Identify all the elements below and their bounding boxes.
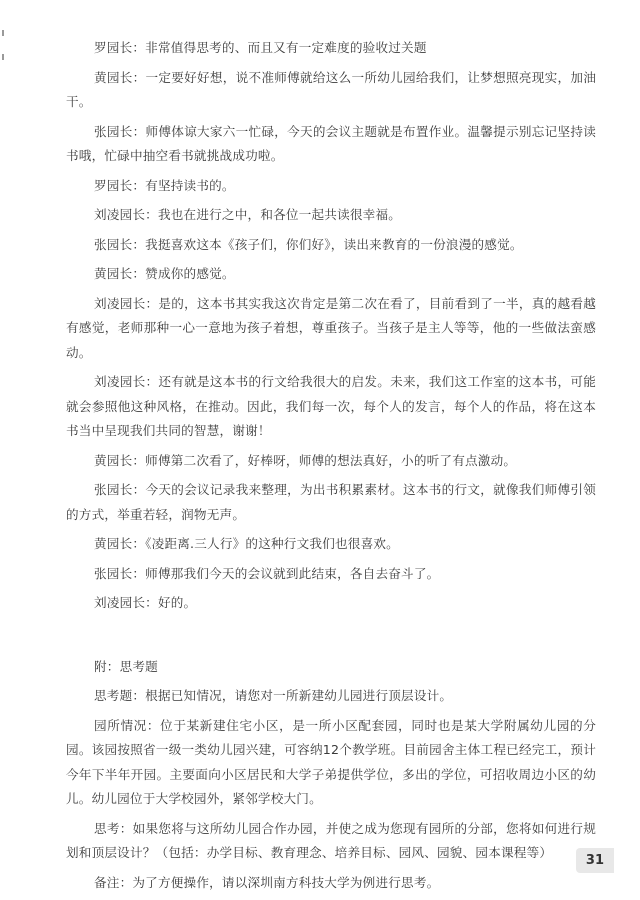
transcript-line: 刘凌园长：好的。 xyxy=(94,595,197,610)
appendix-heading: 附：思考题 xyxy=(94,658,158,674)
section-gap xyxy=(66,621,596,655)
transcript-line: 刘凌园长：还有就是这本书的行文给我很大的启发。未来，我们这工作室的这本书，可能就会参照他这种风格，在推动。因此，我们每一次，每个人的发言，每个人的作品，将在这本书当中呈现我们共同的智慧，谢谢！ xyxy=(66,374,596,438)
binding-marks xyxy=(2,30,6,78)
transcript-line: 张园长：师傅体谅大家六一忙碌，今天的会议主题就是布置作业。温馨提示别忘记坚持读书哦，忙碌中抽空看书就挑战成功啦。 xyxy=(66,123,596,163)
transcript-line: 罗园长：非常值得思考的、而且又有一定难度的验收过关题 xyxy=(94,40,427,55)
appendix-paragraph: 备注：为了方便操作，请以深圳南方科技大学为例进行思考。 xyxy=(94,874,440,890)
appendix-paragraph: 园所情况：位于某新建住宅小区，是一所小区配套园，同时也是某大学附属幼儿园的分园。该园按照省一级一类幼儿园兴建，可容纳12个教学班。目前园舍主体工程已经完工，预计今年下半年开园。主要面向小区居民和大学子弟提供学位，多出的学位，可招收周边小区的幼儿。幼儿园位于大学校园外，紧邻学校大门。 xyxy=(66,717,596,806)
transcript-line: 张园长：我挺喜欢这本《孩子们，你们好》，读出来教育的一份浪漫的感觉。 xyxy=(94,236,523,252)
meeting-transcript xyxy=(66,36,596,616)
transcript-line: 黄园长：赞成你的感觉。 xyxy=(94,266,235,281)
transcript-line: 张园长：师傅那我们今天的会议就到此结束，各自去奋斗了。 xyxy=(94,565,440,581)
page-number: 31 xyxy=(576,848,614,873)
binding-mark xyxy=(2,30,4,36)
transcript-line: 黄园长：《凌距离.三人行》的这种行文我们也很喜欢。 xyxy=(94,536,399,551)
appendix-paragraph: 思考：如果您将与这所幼儿园合作办园，并使之成为您现有园所的分部，您将如何进行规划和顶层设计？（包括：办学目标、教育理念、培养目标、园风、园貌、园本课程等） xyxy=(66,820,596,860)
binding-mark xyxy=(2,54,4,60)
transcript-line: 张园长：今天的会议记录我来整理，为出书积累素材。这本书的行文，就像我们师傅引领的方式，举重若轻，润物无声。 xyxy=(66,482,596,522)
transcript-line: 刘凌园长：我也在进行之中，和各位一起共读很幸福。 xyxy=(94,207,402,222)
appendix-paragraph: 思考题：根据已知情况，请您对一所新建幼儿园进行顶层设计。 xyxy=(94,688,453,703)
appendix-section xyxy=(66,655,596,896)
transcript-line: 罗园长：有坚持读书的。 xyxy=(94,177,235,193)
transcript-line: 刘凌园长：是的，这本书其实我这次肯定是第二次在看了，目前看到了一半，真的越看越有感觉，老师那种一心一意地为孩子着想，尊重孩子。当孩子是主人等等，他的一些做法蛮感动。 xyxy=(66,295,596,360)
transcript-line: 黄园长：一定要好好想，说不准师傅就给这么一所幼儿园给我们，让梦想照亮现实，加油干。 xyxy=(66,69,596,109)
document-page xyxy=(66,36,596,900)
transcript-line: 黄园长：师傅第二次看了，好棒呀，师傅的想法真好，小的听了有点激动。 xyxy=(94,452,517,468)
